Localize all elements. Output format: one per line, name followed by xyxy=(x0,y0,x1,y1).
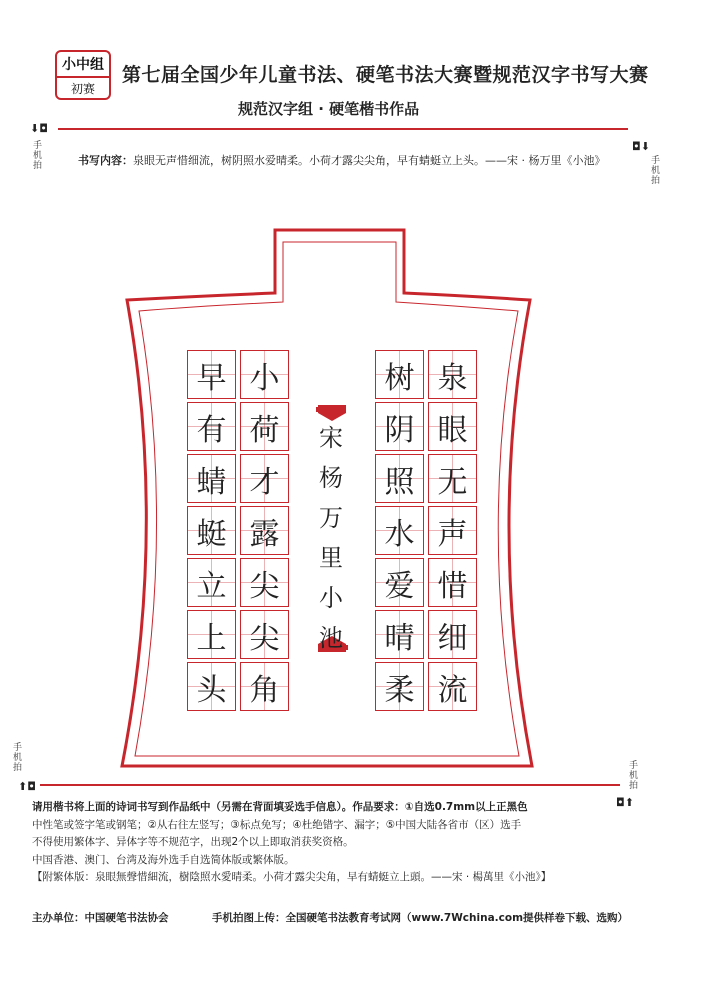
grid-cell: 照 xyxy=(375,454,424,503)
bottom-divider-line xyxy=(40,784,620,786)
instructions-line-2: 中性笔或签字笔或钢笔；②从右往左竖写；③标点免写；④杜绝错字、漏字；⑤中国大陆各省市（区）选手 xyxy=(32,818,522,831)
writing-content-text: 泉眼无声惜细流，树阴照水爱晴柔。小荷才露尖尖角，早有蜻蜓立上头。——宋 · 杨万里《小池》 xyxy=(133,154,606,167)
grid-cell: 泉 xyxy=(428,350,477,399)
grid-cell: 小 xyxy=(240,350,289,399)
camera-marker-top-left: ⬇◘ xyxy=(30,122,48,135)
grid-cell: 爱 xyxy=(375,558,424,607)
badge-group-label: 小中组 xyxy=(57,52,109,78)
grid-cell: 晴 xyxy=(375,610,424,659)
instructions-line-1: 请用楷书将上面的诗词书写到作品纸中（另需在背面填妥选手信息）。作品要求：①自选0.7mm以上正黑色 xyxy=(32,801,528,813)
page-title: 第七届全国少年儿童书法、硬笔书法大赛暨规范汉字书写大赛 xyxy=(122,64,649,86)
grid-cell: 声 xyxy=(428,506,477,555)
phone-shot-label-bottom-right: 手机拍 xyxy=(627,760,637,790)
grid-cell: 露 xyxy=(240,506,289,555)
grid-cell: 细 xyxy=(428,610,477,659)
grid-cell: 树 xyxy=(375,350,424,399)
grid-cell: 水 xyxy=(375,506,424,555)
grid-cell: 流 xyxy=(428,662,477,711)
grid-cell: 眼 xyxy=(428,402,477,451)
instructions xyxy=(32,799,682,887)
grid-cell: 立 xyxy=(187,558,236,607)
grid-cell: 上 xyxy=(187,610,236,659)
grid-cell: 早 xyxy=(187,350,236,399)
grid-cell: 尖 xyxy=(240,610,289,659)
grid-cell: 无 xyxy=(428,454,477,503)
grid-cell: 荷 xyxy=(240,402,289,451)
camera-marker-bottom-right: ◘⬆ xyxy=(616,796,634,809)
camera-marker-bottom-left: ⬆◘ xyxy=(18,780,36,793)
writing-content-label: 书写内容： xyxy=(78,154,133,167)
phone-shot-label-top-right: 手机拍 xyxy=(649,155,659,185)
phone-shot-label-bottom-left: 手机拍 xyxy=(11,742,21,772)
grid-cell: 蜓 xyxy=(187,506,236,555)
grid-cell: 头 xyxy=(187,662,236,711)
phone-shot-label-top-left: 手机拍 xyxy=(31,140,41,170)
grid-cell: 蜻 xyxy=(187,454,236,503)
organizer-text: 主办单位：中国硬笔书法协会 xyxy=(32,912,169,924)
badge-round-label: 初赛 xyxy=(70,81,95,96)
grid-cell: 角 xyxy=(240,662,289,711)
instructions-line-3: 不得使用繁体字、异体字等不规范字，出现2个以上即取消获奖资格。 xyxy=(32,836,354,848)
upload-info-text: 手机拍图上传：全国硬笔书法教育考试网（www.7Wchina.com提供样卷下载、选购） xyxy=(212,912,629,924)
camera-marker-top-right: ◘⬇ xyxy=(632,140,650,153)
grid-cell: 有 xyxy=(187,402,236,451)
instructions-line-4: 中国香港、澳门、台湾及海外选手自选简体版或繁体版。 xyxy=(32,853,295,866)
grid-cell: 尖 xyxy=(240,558,289,607)
grid-cell: 惜 xyxy=(428,558,477,607)
page-subtitle: 规范汉字组 · 硬笔楷书作品 xyxy=(238,100,420,118)
instructions-line-5: 【附繁体版：泉眼無聲惜細流，樹陰照水愛晴柔。小荷才露尖尖角，早有蜻蜓立上頭。——宋 · 楊萬里《小池》】 xyxy=(32,871,552,883)
poem-title-column: 宋杨万里小池 xyxy=(319,424,343,652)
grid-cell: 才 xyxy=(240,454,289,503)
grid-cell: 柔 xyxy=(375,662,424,711)
grid-cell: 阴 xyxy=(375,402,424,451)
